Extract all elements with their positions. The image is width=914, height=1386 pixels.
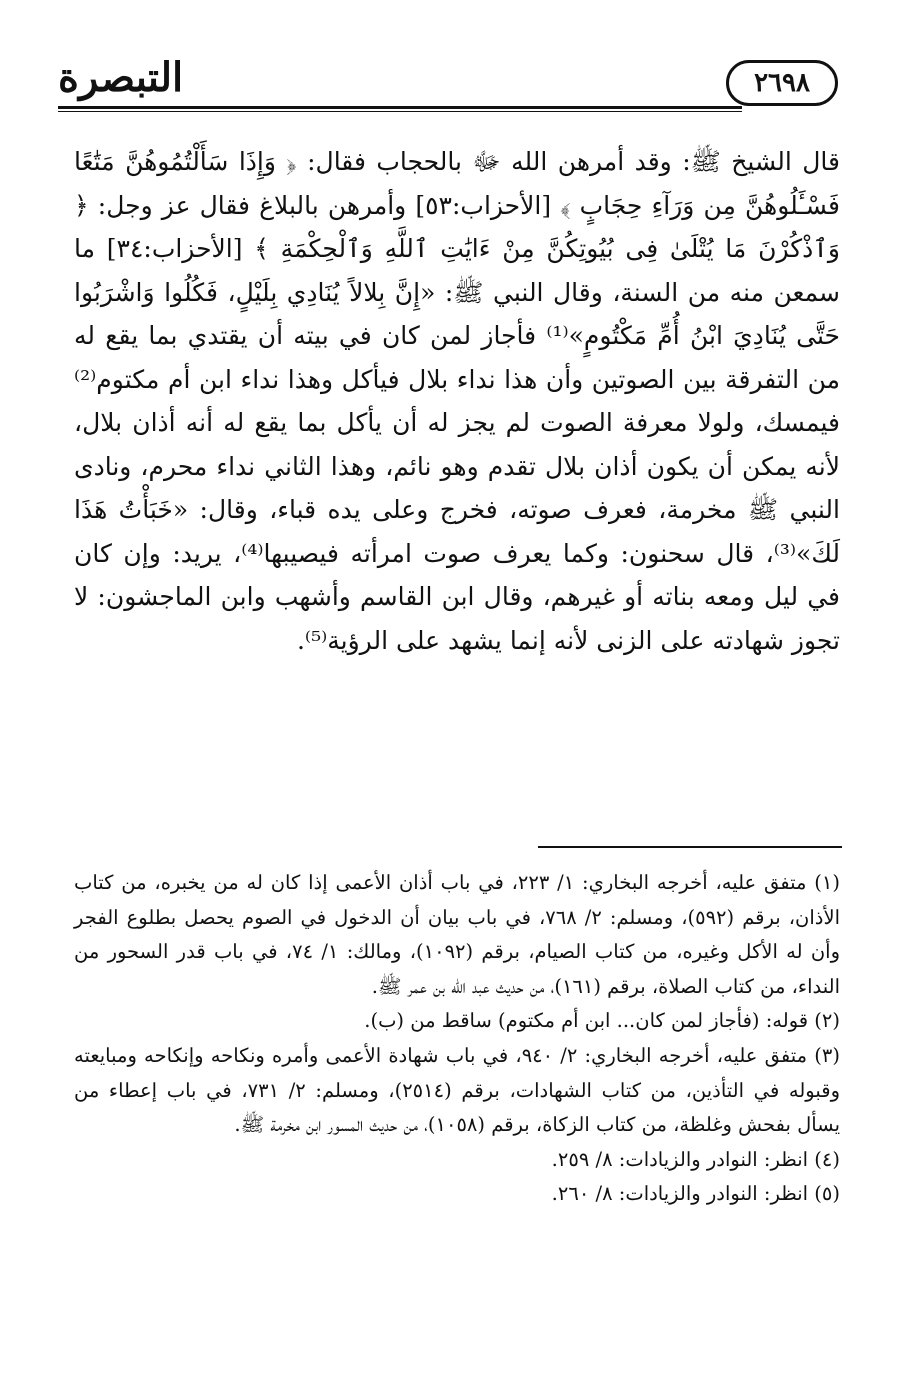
page-number-badge <box>726 60 838 106</box>
header-rule-thin <box>58 111 742 112</box>
footnotes <box>74 866 840 1212</box>
header-rule <box>58 106 742 109</box>
footnote-5: (٥) انظر: النوادر والزيادات: ٨/ ٢٦٠. <box>551 1182 840 1206</box>
footnote-3: (٣) متفق عليه، أخرجه البخاري: ٢/ ٩٤٠، في باب شهادة الأعمى وأمره ونكاحه وإنكاحه ومبايعته وقبوله في التأذين، من كتاب الشهادات، برقم (٢٥١٤)، ومسلم: ٢/ ٧٣١، في باب إعطاء من يسأل بفحش وغلظة، من كتاب الزكاة، برقم (١٠٥٨)، من حديث المسور ابن مخرمة ﷺ. <box>74 1043 840 1137</box>
page-header <box>58 52 838 114</box>
footnote-2: (٢) قوله: (فأجاز لمن كان... ابن أم مكتوم) ساقط من (ب). <box>364 1009 840 1033</box>
footnote-separator <box>538 846 842 848</box>
main-paragraph: قال الشيخ ﷺ: وقد أمرهن الله ﷻ بالحجاب فقال: ﴿ وَإِذَا سَأَلْتُمُوهُنَّ مَتَٰعًا فَسْـَٔلُوهُنَّ مِن وَرَآءِ حِجَابٍ ﴾ [الأحزاب:٥٣] وأمرهن بالبلاغ فقال عز وجل: ﴿ وَٱذْكُرْنَ مَا يُتْلَىٰ فِى بُيُوتِكُنَّ مِنْ ءَايَٰتِ ٱللَّهِ وَٱلْحِكْمَةِ ﴾ [الأحزاب:٣٤] ما سمعن منه من السنة، وقال النبي ﷺ: «إِنَّ بِلالاً يُنَادِي بِلَيْلٍ، فَكُلُوا وَاشْرَبُوا حَتَّى يُنَادِيَ ابْنُ أُمِّ مَكْتُومٍ»⁽¹⁾ فأجاز لمن كان في بيته أن يقتدي بما يقع له من التفرقة بين الصوتين وأن هذا نداء بلال فيأكل وهذا نداء ابن أم مكتوم⁽²⁾ فيمسك، ولولا معرفة الصوت لم يجز له أن يأكل بما يقع له أنه أذان بلال، لأنه يمكن أن يكون أذان بلال تقدم وهو نائم، وهذا الثاني نداء محرم، ونادى النبي ﷺ مخرمة، فعرف صوته، فخرج وعلى يده قباء، وقال: «خَبَأْتُ هَذَا لَكَ»⁽³⁾، قال سحنون: وكما يعرف صوت امرأته فيصيبها⁽⁴⁾، يريد: وإن كان في ليل ومعه بناته أو غيرهم، وقال ابن القاسم وأشهب وابن الماجشون: لا تجوز شهادته على الزنى لأنه إنما يشهد على الرؤية⁽⁵⁾. <box>74 147 841 655</box>
footnote-4: (٤) انظر: النوادر والزيادات: ٨/ ٢٥٩. <box>551 1147 840 1171</box>
page-number: ٢٦٩٨ <box>754 68 810 98</box>
footnote-1: (١) متفق عليه، أخرجه البخاري: ١/ ٢٢٣، في باب أذان الأعمى إذا كان له من يخبره، من كتاب الأذان، برقم (٥٩٢)، ومسلم: ٢/ ٧٦٨، في باب بيان أن الدخول في الصوم يحصل بطلوع الفجر وأن له الأكل وغيره، من كتاب الصيام، برقم (١٠٩٢)، ومالك: ١/ ٧٤، في باب قدر السحور من النداء، من كتاب الصلاة، برقم (١٦١)، من حديث عبد الله بن عمر ﷺ. <box>74 871 841 998</box>
main-text <box>74 140 840 662</box>
book-title: التبصرة <box>58 54 184 101</box>
